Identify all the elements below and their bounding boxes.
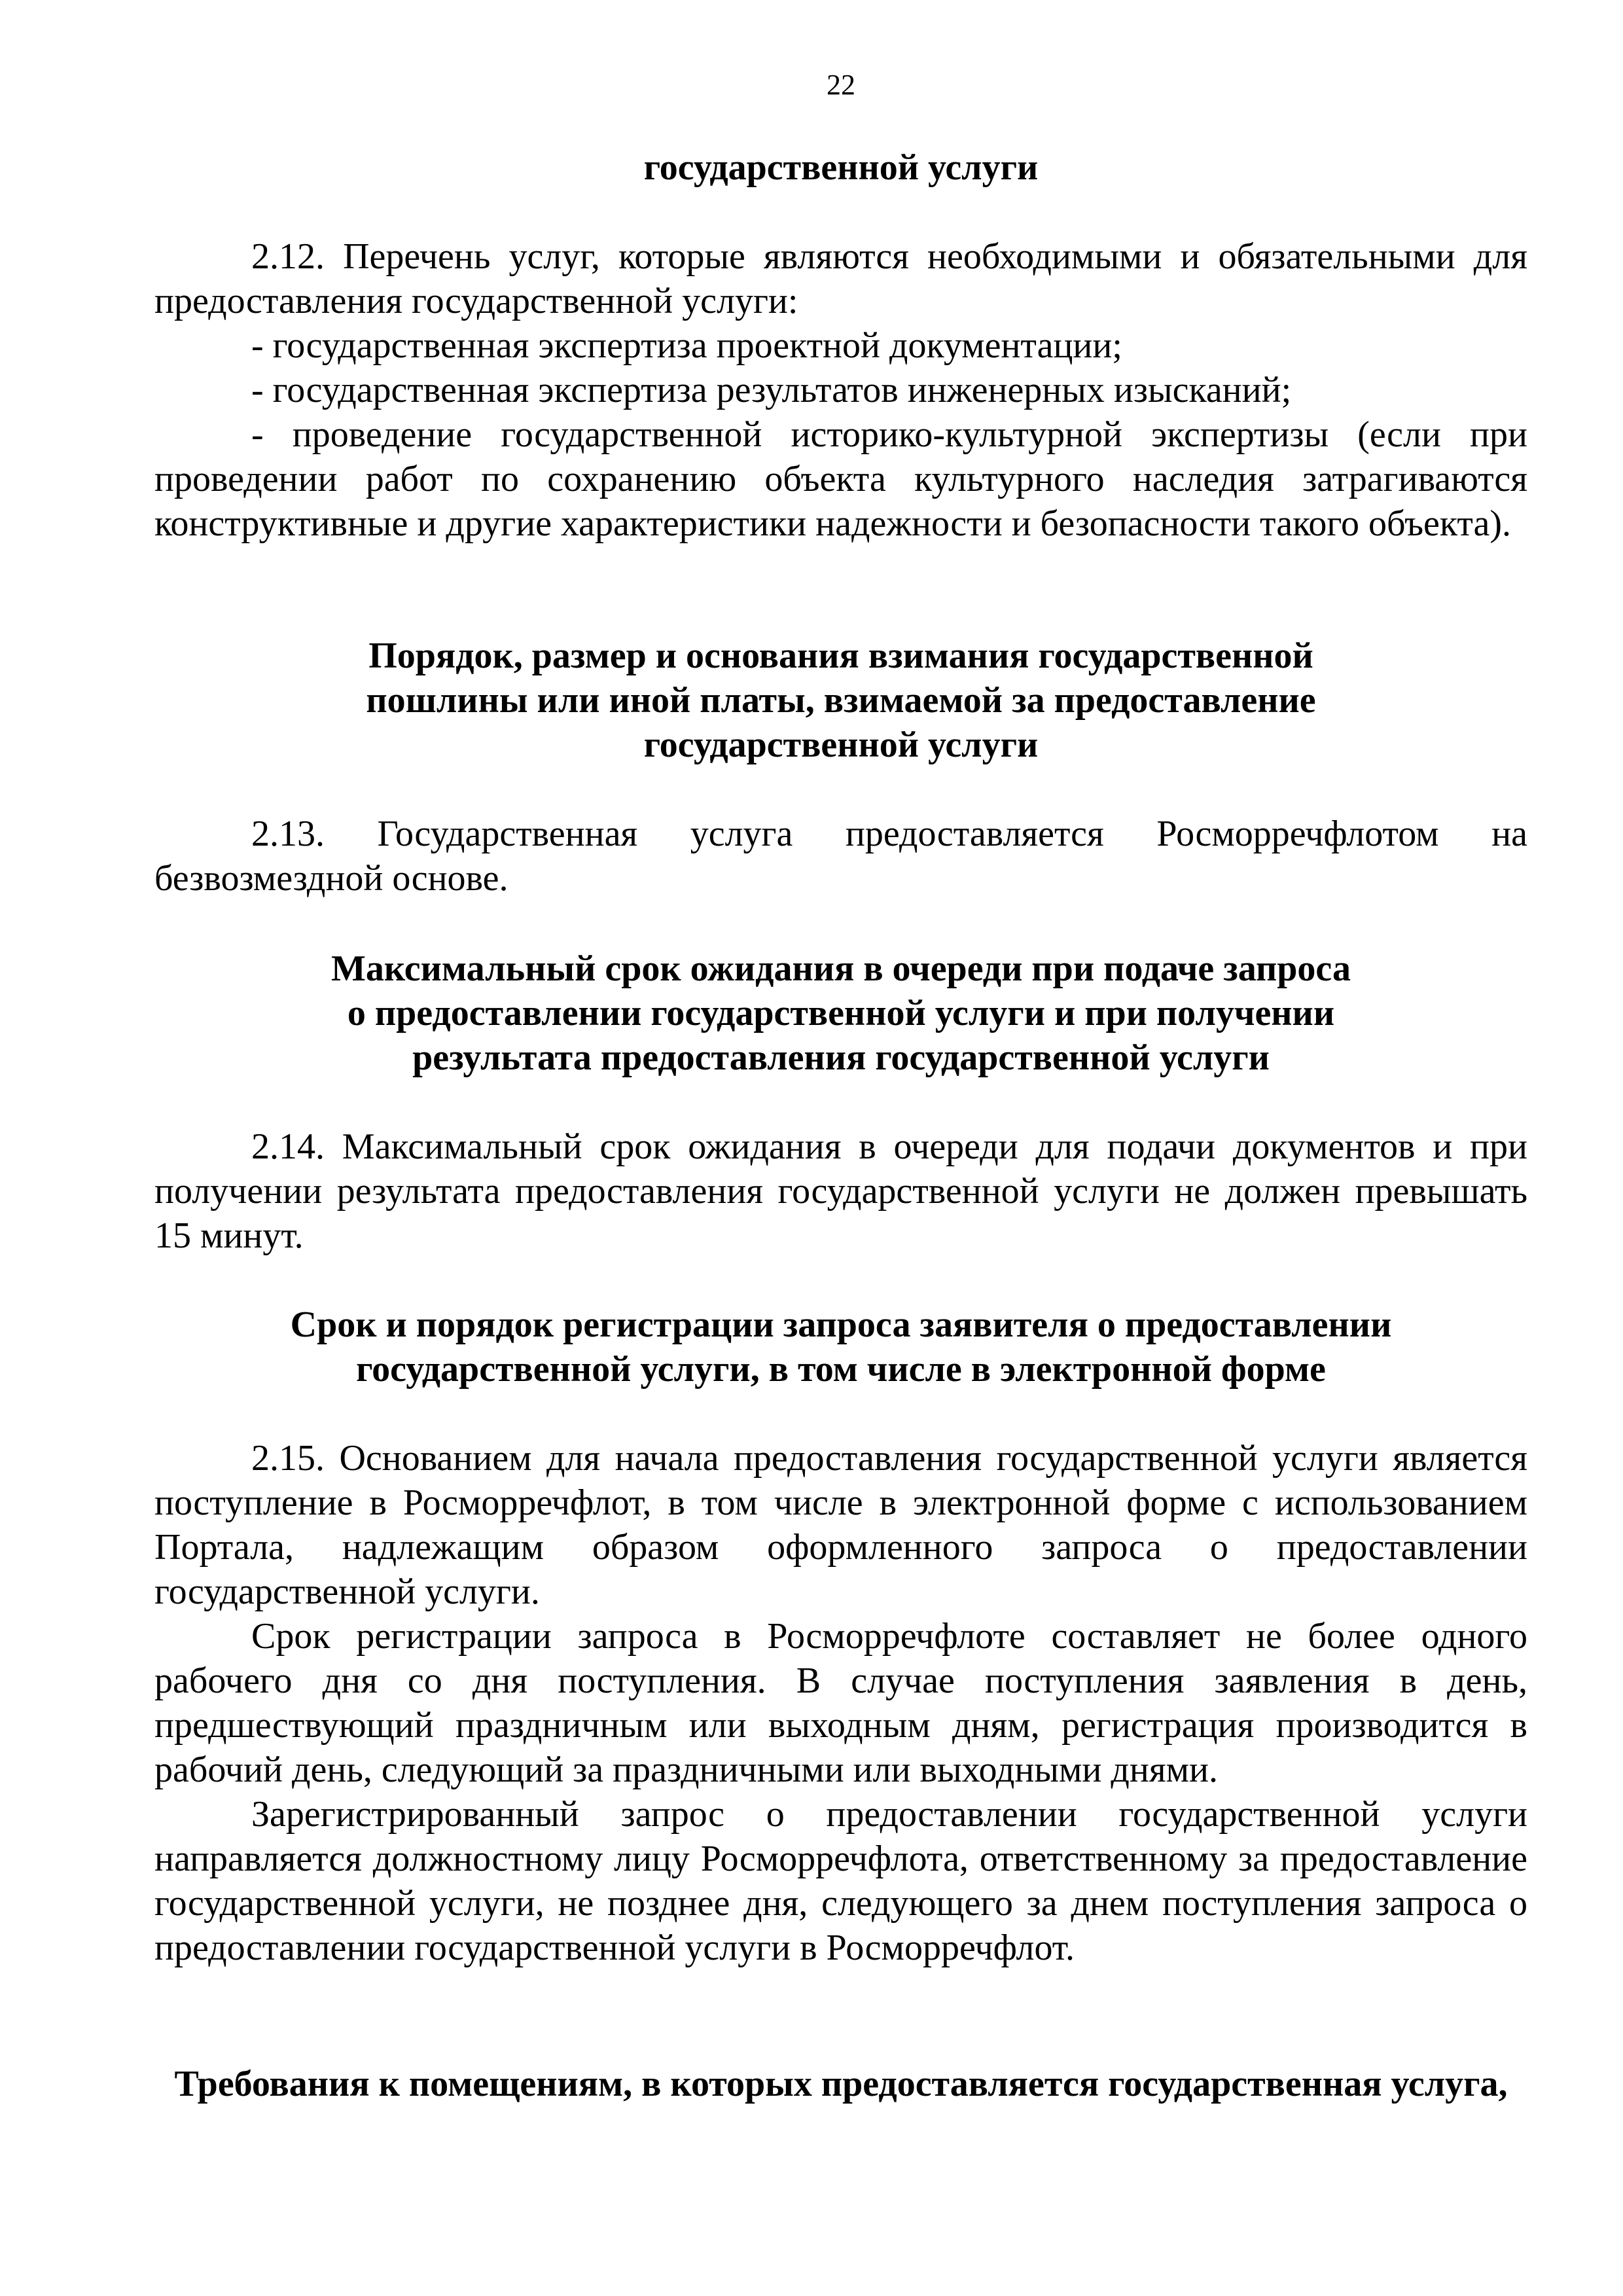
- heading-line: государственной услуги: [643, 725, 1039, 765]
- paragraph-2-15-c: Зарегистрированный запрос о предоставлении государственной услуги направляется должностному лицу Росморречфлота, ответственному за предоставление государственной услуги, не позднее дня, следующего за днем поступления запроса о предоставлении государственной услуги в Росморречфлот.: [154, 1794, 1527, 1968]
- heading-line: пошлины или иной платы, взимаемой за предоставление: [366, 680, 1316, 721]
- paragraph-2-12-intro: 2.12. Перечень услуг, которые являются необходимыми и обязательными для предоставления государственной услуги:: [154, 236, 1527, 321]
- section-heading-waiting-time: [154, 946, 1527, 1080]
- heading-line: государственной услуги, в том числе в электронной форме: [356, 1349, 1326, 1390]
- list-item: - государственная экспертиза проектной документации;: [251, 325, 1122, 366]
- page-number: 22: [827, 69, 855, 101]
- paragraph-2-15-a: 2.15. Основанием для начала предоставления государственной услуги является поступление в Росморречфлот, в том числе в электронной форме с использованием Портала, надлежащим образом оформленного запроса о предоставлении государственной услуги.: [154, 1438, 1527, 1612]
- heading-line: результата предоставления государственной услуги: [412, 1037, 1270, 1078]
- paragraph-2-14: 2.14. Максимальный срок ожидания в очереди для подачи документов и при получении результата предоставления государственной услуги не должен превышать 15 минут.: [154, 1126, 1527, 1256]
- document-page: [154, 0, 1527, 2296]
- paragraph-2-13: 2.13. Государственная услуга предоставляется Росморречфлотом на безвозмездной основе.: [154, 814, 1527, 899]
- heading-line: Порядок, размер и основания взимания государственной: [368, 636, 1313, 676]
- section-heading-continued: [154, 145, 1527, 190]
- list-item: - государственная экспертиза результатов инженерных изысканий;: [251, 370, 1292, 410]
- section-heading-registration: [154, 1302, 1527, 1391]
- heading-line: о предоставлении государственной услуги и при получении: [347, 993, 1335, 1033]
- heading-line: государственной услуги: [643, 147, 1039, 188]
- section-heading-fee: [154, 634, 1527, 767]
- section-heading-premises: [154, 2062, 1527, 2106]
- heading-line: Требования к помещениям, в которых предоставляется государственная услуга,: [174, 2064, 1508, 2104]
- paragraph-2-15-b: Срок регистрации запроса в Росморречфлоте составляет не более одного рабочего дня со дня поступления. В случае поступления заявления в день, предшествующий праздничным или выходным дням, регистрация производится в рабочий день, следующий за праздничными или выходными днями.: [154, 1616, 1527, 1790]
- heading-line: Срок и порядок регистрации запроса заявителя о предоставлении: [290, 1304, 1392, 1345]
- list-item: - проведение государственной историко-культурной экспертизы (если при проведении работ по сохранению объекта культурного наследия затрагиваются конструктивные и другие характеристики надежности и безопасности такого объекта).: [154, 414, 1527, 544]
- heading-line: Максимальный срок ожидания в очереди при подаче запроса: [331, 948, 1351, 989]
